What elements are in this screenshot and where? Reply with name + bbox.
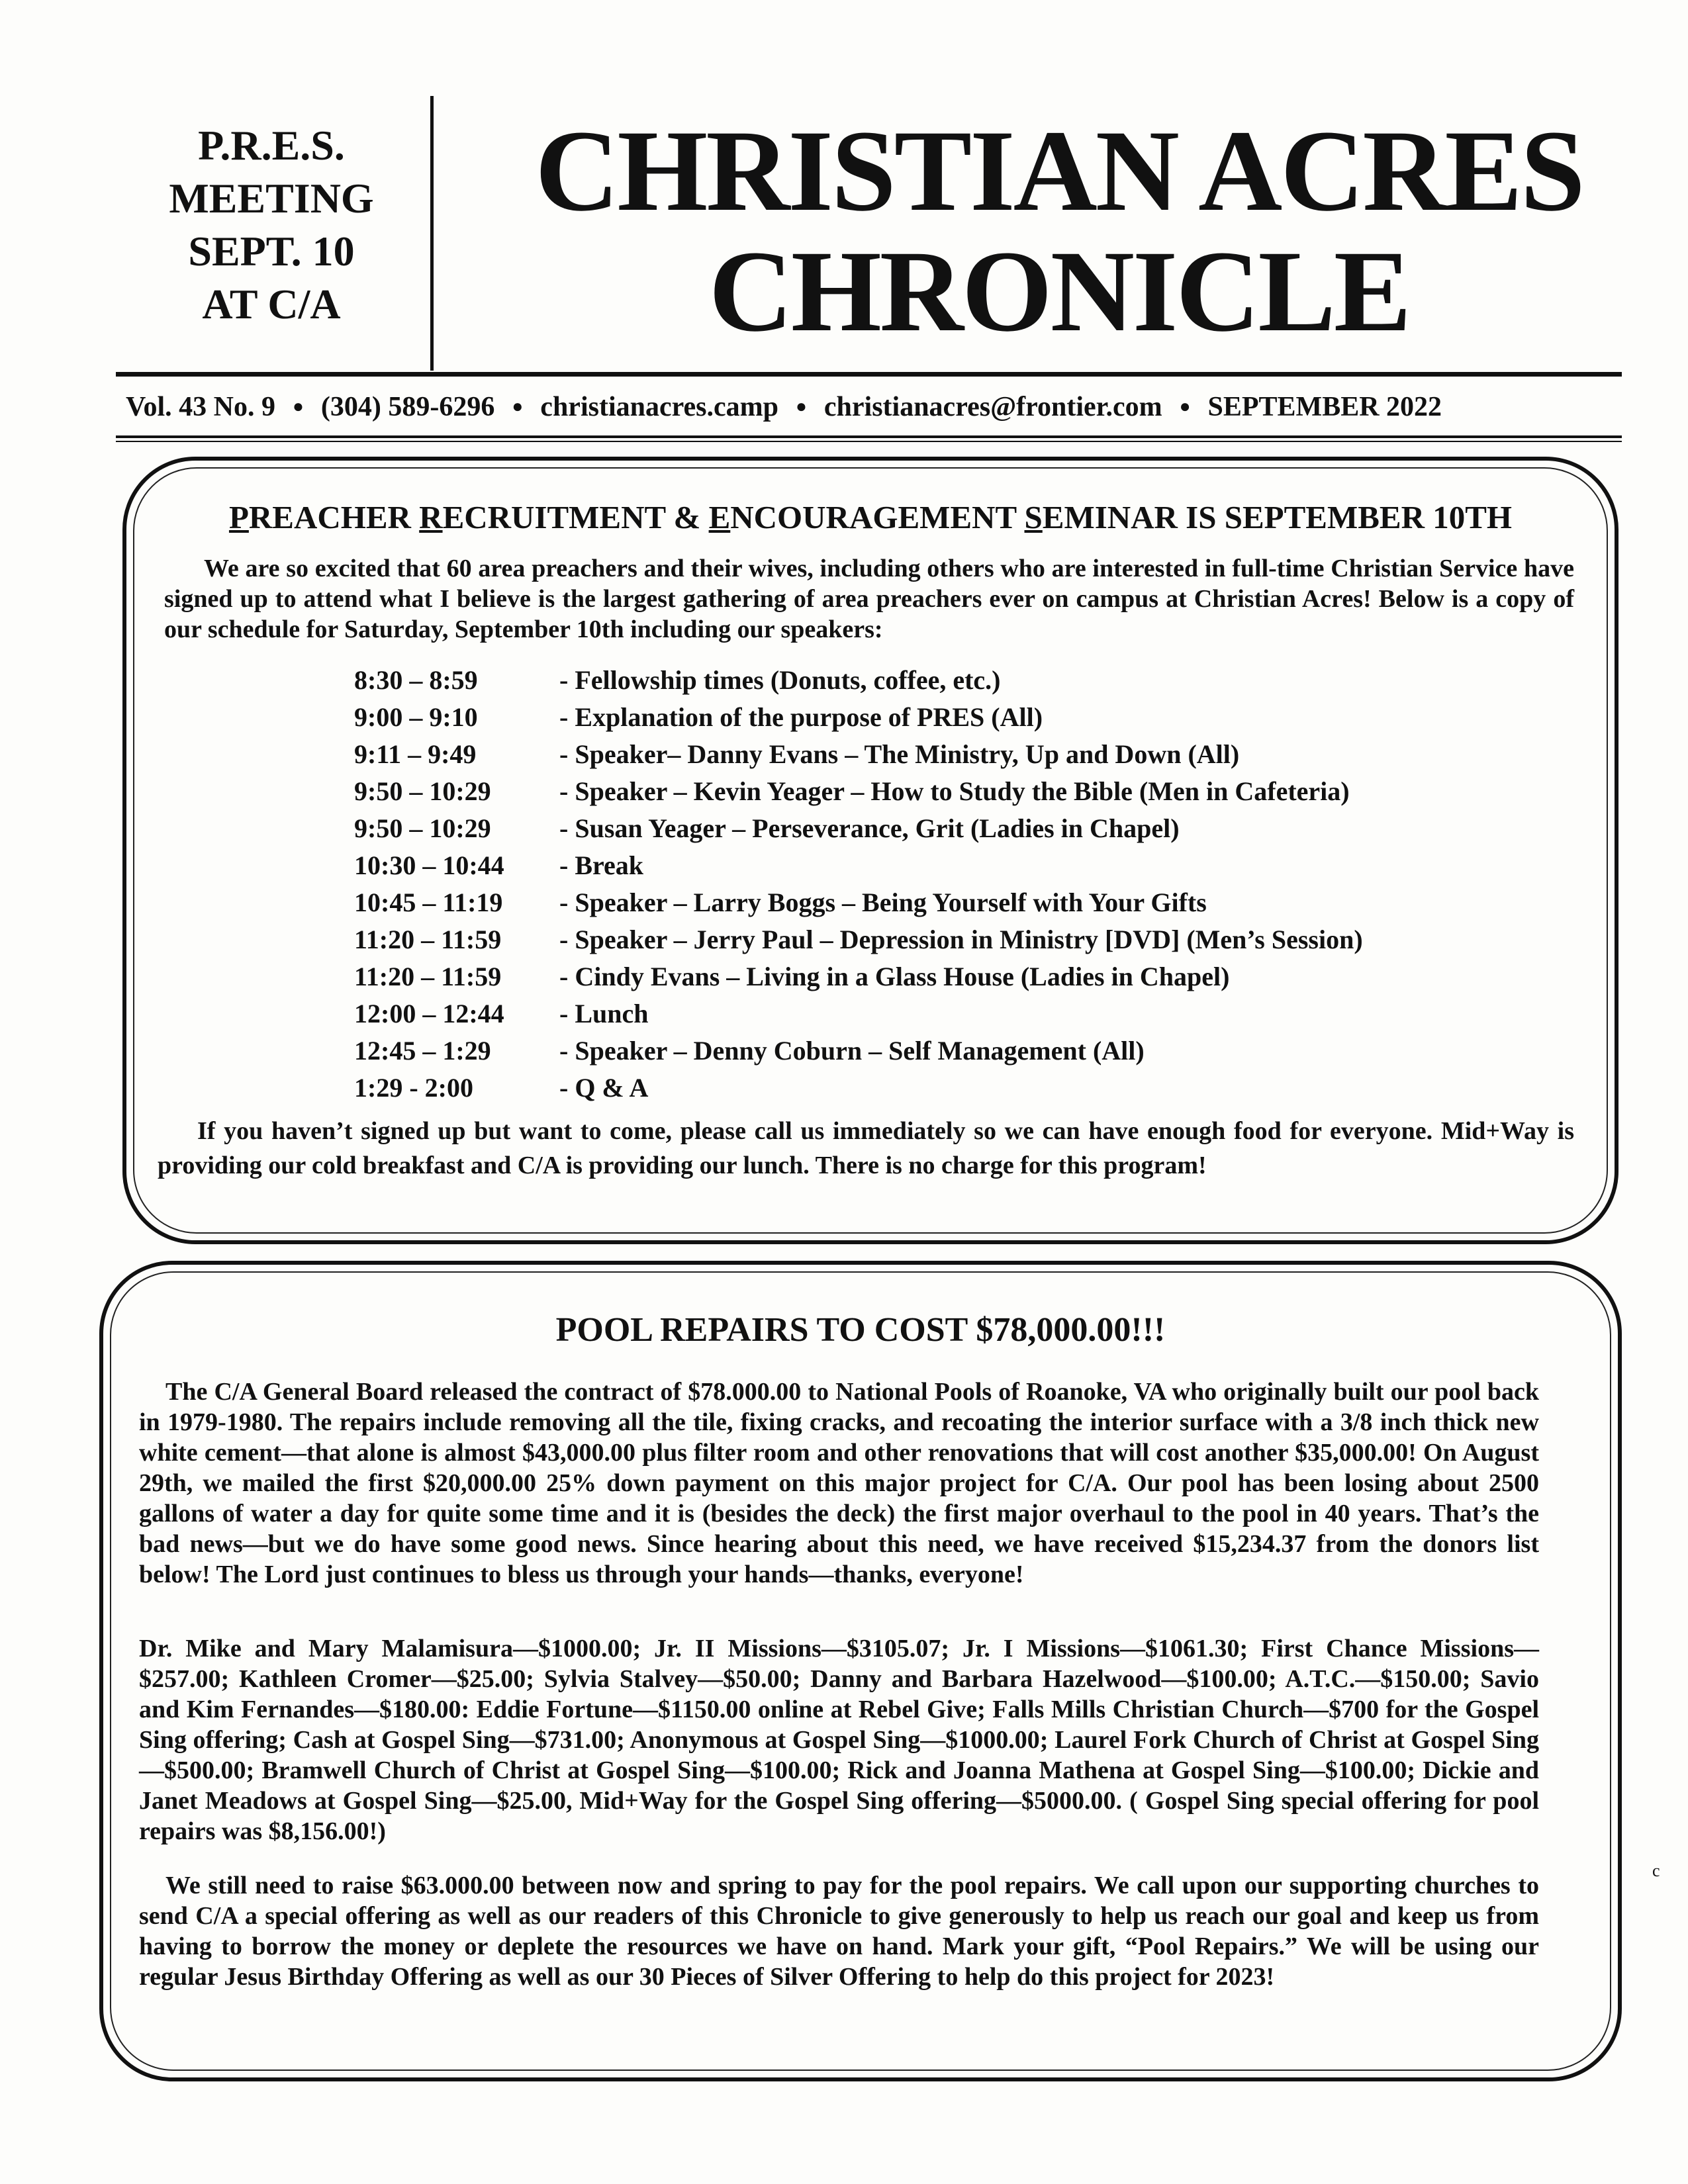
schedule-description: - Fellowship times (Donuts, coffee, etc.) <box>559 665 1001 695</box>
schedule-row <box>354 810 1546 847</box>
schedule-description: - Cindy Evans – Living in a Glass House (Ladies in Chapel) <box>559 962 1230 991</box>
schedule-row <box>354 773 1546 810</box>
notice-line: SEPT. 10 <box>188 228 355 275</box>
schedule-row <box>354 995 1546 1032</box>
schedule-description: - Q & A <box>559 1073 649 1103</box>
schedule-row <box>354 699 1546 736</box>
bullet-icon: ● <box>1179 396 1191 417</box>
heading-part: RECRUITMENT & <box>419 499 709 535</box>
schedule-time: 9:50 – 10:29 <box>354 813 491 843</box>
schedule-description: - Explanation of the purpose of PRES (All) <box>559 702 1043 732</box>
donor-list-paragraph: Dr. Mike and Mary Malamisura—$1000.00; Jr. II Missions—$3105.07; Jr. I Missions—$1061.30; First Chance Missions—$257.00; Kathleen Cromer—$25.00; Sylvia Stalvey—$50.00; Danny and Barbara Hazelwood—$100.00; A.T.C.—$150.00; Savio and Kim Fernandes—$180.00: Eddie Fortune—$1150.00 online at Rebel Give; Falls Mills Christian Church—$700 for the Gospel Sing offering; Cash at Gospel Sing—$731.00; Anonymous at Gospel Sing—$1000.00; Laurel Fork Church of Christ at Gospel Sing—$500.00; Bramwell Church of Christ at Gospel Sing—$100.00; Rick and Joanna Mathena at Gospel Sing—$100.00; Dickie and Janet Meadows at Gospel Sing—$25.00, Mid+Way for the Gospel Sing offering—$5000.00. ( Gospel Sing special offering for pool repairs was $8,156.00!) <box>139 1635 1539 1845</box>
schedule-time: 10:30 – 10:44 <box>354 850 504 880</box>
seminar-schedule <box>354 662 1546 1107</box>
schedule-time: 10:45 – 11:19 <box>354 887 503 917</box>
schedule-description: - Speaker – Denny Coburn – Self Management (All) <box>559 1036 1145 1066</box>
schedule-row <box>354 958 1546 995</box>
schedule-time: 9:00 – 9:10 <box>354 702 478 732</box>
bullet-icon: ● <box>795 396 807 417</box>
pres-closing-paragraph: If you haven’t signed up but want to come, please call us immediately so we can have enough food for everyone. Mid+Way is providing our cold breakfast and C/A is providing our lunch. There is no charge for this program! <box>158 1117 1574 1179</box>
heading-part: SEMINAR IS SEPTEMBER 10TH <box>1024 499 1513 535</box>
pres-article-heading <box>122 498 1618 537</box>
bullet-icon: ● <box>292 396 304 417</box>
title-line-1: CHRISTIAN ACRES <box>535 107 1583 236</box>
bottom-rule-thin <box>116 441 1622 442</box>
email-link[interactable]: christianacres@frontier.com <box>823 392 1162 422</box>
pres-meeting-notice <box>126 119 417 331</box>
schedule-description: - Speaker – Larry Boggs – Being Yourself with Your Gifts <box>559 887 1207 917</box>
heading-part: ENCOURAGEMENT <box>708 499 1025 535</box>
schedule-time: 11:20 – 11:59 <box>354 962 502 991</box>
pool-article-heading: POOL REPAIRS TO COST $78,000.00!!! <box>555 1311 1166 1349</box>
schedule-row <box>354 884 1546 921</box>
schedule-row <box>354 921 1546 958</box>
issue-date: SEPTEMBER 2022 <box>1207 392 1442 422</box>
notice-line: AT C/A <box>202 281 341 328</box>
title-line-2: CHRONICLE <box>708 227 1410 356</box>
schedule-time: 9:50 – 10:29 <box>354 776 491 806</box>
schedule-time: 12:00 – 12:44 <box>354 999 504 1028</box>
schedule-time: 11:20 – 11:59 <box>354 925 502 954</box>
schedule-time: 12:45 – 1:29 <box>354 1036 491 1066</box>
info-bar <box>126 384 1622 430</box>
schedule-row <box>354 1069 1546 1107</box>
notice-line: P.R.E.S. <box>198 122 345 169</box>
bottom-rule <box>116 435 1622 438</box>
schedule-description: - Susan Yeager – Perseverance, Grit (Ladies in Chapel) <box>559 813 1180 843</box>
heading-part: PREACHER <box>228 499 420 535</box>
volume-number: Vol. 43 No. 9 <box>126 392 275 422</box>
schedule-description: - Break <box>559 850 644 880</box>
phone-number: (304) 589-6296 <box>320 392 495 422</box>
schedule-time: 1:29 - 2:00 <box>354 1073 473 1103</box>
schedule-description: - Speaker – Kevin Yeager – How to Study the Bible (Men in Cafeteria) <box>559 776 1350 806</box>
margin-mark: c <box>1652 1861 1660 1880</box>
bullet-icon: ● <box>512 396 524 417</box>
schedule-time: 9:11 – 9:49 <box>354 739 477 769</box>
schedule-description: - Speaker – Jerry Paul – Depression in Ministry [DVD] (Men’s Session) <box>559 925 1363 954</box>
website-link[interactable]: christianacres.camp <box>540 392 778 422</box>
masthead-divider <box>430 96 434 371</box>
schedule-row <box>354 662 1546 699</box>
schedule-description: - Lunch <box>559 999 649 1028</box>
pool-paragraph-3: We still need to raise $63.000.00 between now and spring to pay for the pool repairs. We call upon our supporting churches to send C/A a special offering as well as our readers of this Chronicle to give generously to help us reach our goal and keep us from having to borrow the money or deplete the resources we have on hand. Mark your gift, “Pool Repairs.” We will be using our regular Jesus Birthday Offering as well as our 30 Pieces of Silver Offering to help do this project for 2023! <box>139 1872 1539 1991</box>
schedule-time: 8:30 – 8:59 <box>354 665 478 695</box>
schedule-description: - Speaker– Danny Evans – The Ministry, Up and Down (All) <box>559 739 1240 769</box>
pres-intro-paragraph: We are so excited that 60 area preachers and their wives, including others who are interested in full-time Christian Service have signed up to attend what I believe is the largest gathering of area preachers ever on campus at Christian Acres! Below is a copy of our schedule for Saturday, September 10th including our speakers: <box>164 555 1574 643</box>
schedule-row <box>354 847 1546 884</box>
pool-paragraph-1: The C/A General Board released the contract of $78.000.00 to National Pools of Roanoke, VA who originally built our pool back in 1979-1980. The repairs include removing all the tile, fixing cracks, and recoating the interior surface with a 3/8 inch thick new white cement—that alone is almost $43,000.00 plus filter room and other renovations that will cost another $35,000.00! On August 29th, we mailed the first $20,000.00 25% down payment on this major project for C/A. Our pool has been losing about 2500 gallons of water a day for quite some time and it is (besides the deck) the first major overhaul to the pool in 40 years. That’s the bad news—but we do have some good news. Since hearing about this need, we have received $15,234.37 from the donors list below! The Lord just continues to bless us through your hands—thanks, everyone! <box>139 1378 1539 1588</box>
notice-line: MEETING <box>169 175 374 222</box>
schedule-row <box>354 736 1546 773</box>
top-rule <box>116 372 1622 377</box>
newsletter-title <box>437 107 1681 356</box>
schedule-row <box>354 1032 1546 1069</box>
